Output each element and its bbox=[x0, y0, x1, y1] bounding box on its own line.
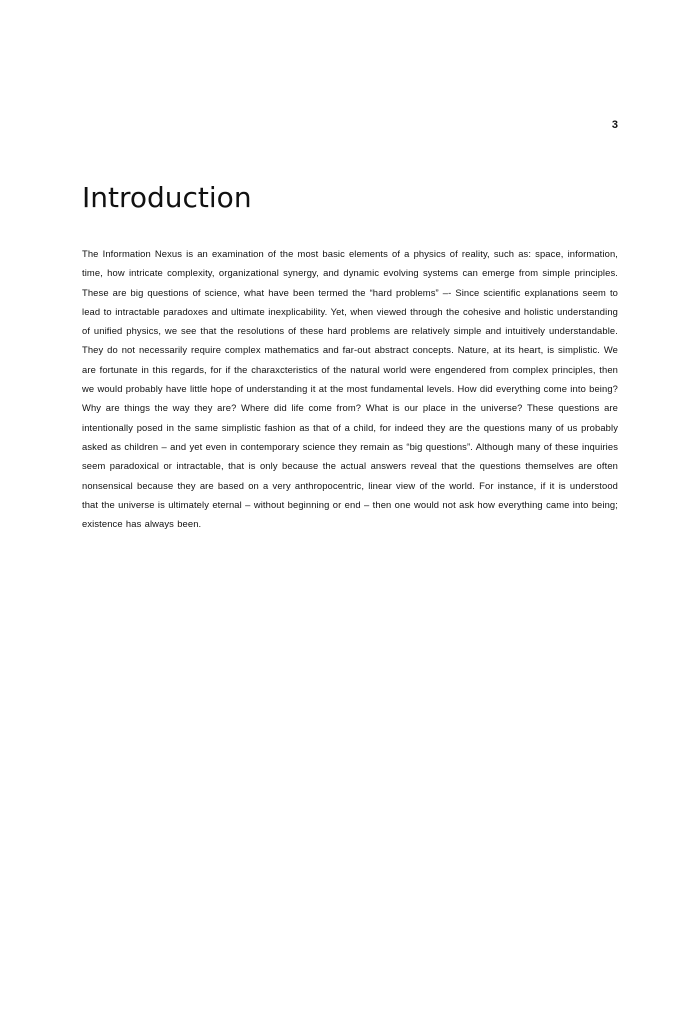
section-heading: Introduction bbox=[82, 181, 252, 214]
page-number: 3 bbox=[611, 119, 618, 131]
body-paragraph: The Information Nexus is an examination of the most basic elements of a physics of reality, such as: space, information, time, how intricate complexity, organizational synergy, and dynamic evolving systems can emerge from simple principles. These are big questions of science, what have been termed the “hard problems” –- Since scientific explanations seem to lead to intractable paradoxes and ultimate inexplicability. Yet, when viewed through the cohesive and holistic understanding of unified physics, we see that the resolutions of these hard problems are relatively simple and intuitively understandable. They do not necessarily require complex mathematics and far-out abstract concepts. Nature, at its heart, is simplistic. We are fortunate in this regards, for if the charaxcteristics of the natural world were engendered from complex principles, then we would probably have little hope of understanding it at the most fundamental levels. How did everything come into being? Why are things the way they are? Where did life come from? What is our place in the universe? These questions are intentionally posed in the same simplistic fashion as that of a child, for indeed they are the questions many of us probably asked as children – and yet even in contemporary science they remain as “big questions”. Although many of these inquiries seem paradoxical or intractable, that is only because the actual answers reveal that the questions themselves are often nonsensical because they are based on a very anthropocentric, linear view of the world. For instance, if it is understood that the universe is ultimately eternal – without beginning or end – then one would not ask how everything came into being; existence has always been. bbox=[82, 248, 618, 530]
